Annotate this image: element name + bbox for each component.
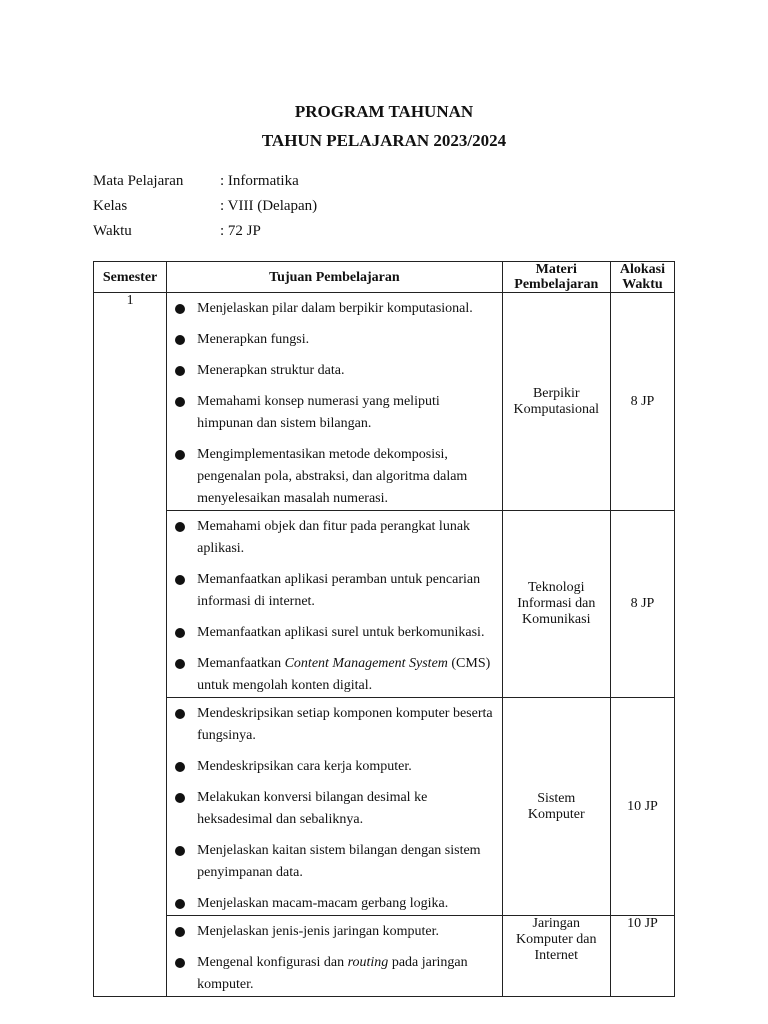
bullet-icon	[175, 522, 185, 532]
objective-text: Mendeskripsikan cara kerja komputer.	[197, 759, 412, 774]
bullet-icon	[175, 958, 185, 968]
objectives-list	[167, 698, 502, 915]
header-tujuan: Tujuan Pembelajaran	[167, 262, 503, 293]
objective-text: Menjelaskan macam-macam gerbang logika.	[197, 896, 449, 911]
objective-text: Memahami objek dan fitur pada perangkat lunak aplikasi.	[197, 519, 471, 556]
objective-text-part: Memanfaatkan	[197, 656, 285, 671]
objective-text-emphasis: routing	[347, 955, 389, 970]
objective-text	[197, 656, 490, 693]
objectives-cell	[167, 698, 503, 916]
bullet-icon	[175, 927, 185, 937]
header-semester: Semester	[94, 262, 167, 293]
objective-item	[167, 391, 498, 435]
header-alokasi	[610, 262, 674, 293]
header-materi-line: Pembelajaran	[514, 277, 599, 292]
objective-item	[167, 444, 498, 510]
materi-cell	[502, 511, 610, 698]
objective-text: Menerapkan struktur data.	[197, 363, 345, 378]
header-materi	[502, 262, 610, 293]
objectives-list	[167, 293, 502, 510]
objective-text: Menerapkan fungsi.	[197, 332, 310, 347]
objective-item	[167, 952, 498, 996]
bullet-icon	[175, 709, 185, 719]
alokasi-cell: 8 JP	[610, 511, 674, 698]
bullet-icon	[175, 575, 185, 585]
bullet-icon	[175, 762, 185, 772]
objective-item	[167, 756, 498, 778]
bullet-icon	[175, 628, 185, 638]
meta-label: Waktu	[93, 223, 132, 239]
table-row	[94, 698, 675, 916]
objective-item	[167, 787, 498, 831]
objectives-cell	[167, 916, 503, 997]
objective-text: Melakukan konversi bilangan desimal ke heksadesimal dan sebaliknya.	[197, 790, 428, 827]
objective-text-part: (CMS) untuk mengolah konten digital.	[197, 656, 491, 693]
meta-value: : 72 JP	[220, 223, 261, 239]
materi-cell	[502, 916, 610, 997]
alokasi-cell: 8 JP	[610, 293, 674, 511]
objective-item	[167, 360, 498, 382]
document-title: PROGRAM TAHUNAN	[294, 102, 474, 121]
header-materi-line: Materi	[535, 262, 577, 277]
materi-line: Internet	[534, 948, 579, 963]
bullet-icon	[175, 366, 185, 376]
objective-text: Memanfaatkan aplikasi surel untuk berkomunikasi.	[197, 625, 485, 640]
materi-line: Komputer dan	[516, 932, 597, 947]
objectives-list	[167, 916, 502, 996]
bullet-icon	[175, 397, 185, 407]
materi-line: Komputasional	[513, 401, 600, 417]
objective-text-part: pada jaringan komputer.	[197, 955, 468, 992]
materi-line: Berpikir	[532, 385, 580, 401]
objective-text	[197, 955, 467, 992]
materi-line: Sistem	[537, 790, 576, 806]
meta-label: Kelas	[93, 198, 128, 214]
materi-line: Komunikasi	[522, 612, 591, 627]
alokasi-cell: 10 JP	[610, 698, 674, 916]
bullet-icon	[175, 659, 185, 669]
objective-item	[167, 622, 498, 644]
objective-text-emphasis: Content Management System	[284, 656, 448, 671]
table-row	[94, 511, 675, 698]
objective-item	[167, 653, 498, 697]
objectives-cell	[167, 293, 503, 511]
semester-cell: 1	[94, 293, 167, 997]
objective-item	[167, 516, 498, 560]
objective-item	[167, 569, 498, 613]
objective-item	[167, 921, 498, 943]
objectives-list	[167, 511, 502, 697]
alokasi-cell: 10 JP	[610, 916, 674, 997]
table-row	[94, 293, 675, 511]
objective-item	[167, 298, 498, 320]
objective-text: Memanfaatkan aplikasi peramban untuk pencarian informasi di internet.	[197, 572, 481, 609]
meta-value: : Informatika	[220, 173, 299, 189]
table-row	[94, 916, 675, 997]
meta-label: Mata Pelajaran	[93, 173, 184, 189]
materi-cell	[502, 698, 610, 916]
materi-line: Jaringan	[532, 916, 580, 931]
objective-text: Mengimplementasikan metode dekomposisi, pengenalan pola, abstraksi, dan algoritma dalam menyelesaikan masalah numerasi.	[197, 447, 468, 506]
materi-line: Teknologi	[527, 580, 585, 595]
objective-text: Memahami konsep numerasi yang meliputi himpunan dan sistem bilangan.	[197, 394, 440, 431]
objective-item	[167, 329, 498, 351]
objective-item	[167, 893, 498, 915]
objective-item	[167, 840, 498, 884]
document-subtitle: TAHUN PELAJARAN 2023/2024	[261, 131, 507, 150]
objective-text: Mendeskripsikan setiap komponen komputer beserta fungsinya.	[197, 706, 493, 743]
bullet-icon	[175, 899, 185, 909]
objectives-cell	[167, 511, 503, 698]
bullet-icon	[175, 846, 185, 856]
objective-text-part: Mengenal konfigurasi dan	[197, 955, 348, 970]
bullet-icon	[175, 793, 185, 803]
objective-text: Menjelaskan pilar dalam berpikir komputasional.	[197, 301, 473, 316]
materi-line: Komputer	[527, 806, 585, 822]
bullet-icon	[175, 304, 185, 314]
objective-text: Menjelaskan kaitan sistem bilangan dengan sistem penyimpanan data.	[197, 843, 481, 880]
table-header-row	[94, 262, 675, 293]
materi-cell	[502, 293, 610, 511]
materi-line: Informasi dan	[517, 596, 596, 611]
header-alokasi-line: Waktu	[622, 277, 663, 292]
bullet-icon	[175, 335, 185, 345]
header-alokasi-line: Alokasi	[619, 262, 665, 277]
program-table	[93, 261, 675, 997]
objective-text: Menjelaskan jenis-jenis jaringan komputer.	[197, 924, 439, 939]
objective-item	[167, 703, 498, 747]
meta-value: : VIII (Delapan)	[220, 198, 318, 214]
bullet-icon	[175, 450, 185, 460]
